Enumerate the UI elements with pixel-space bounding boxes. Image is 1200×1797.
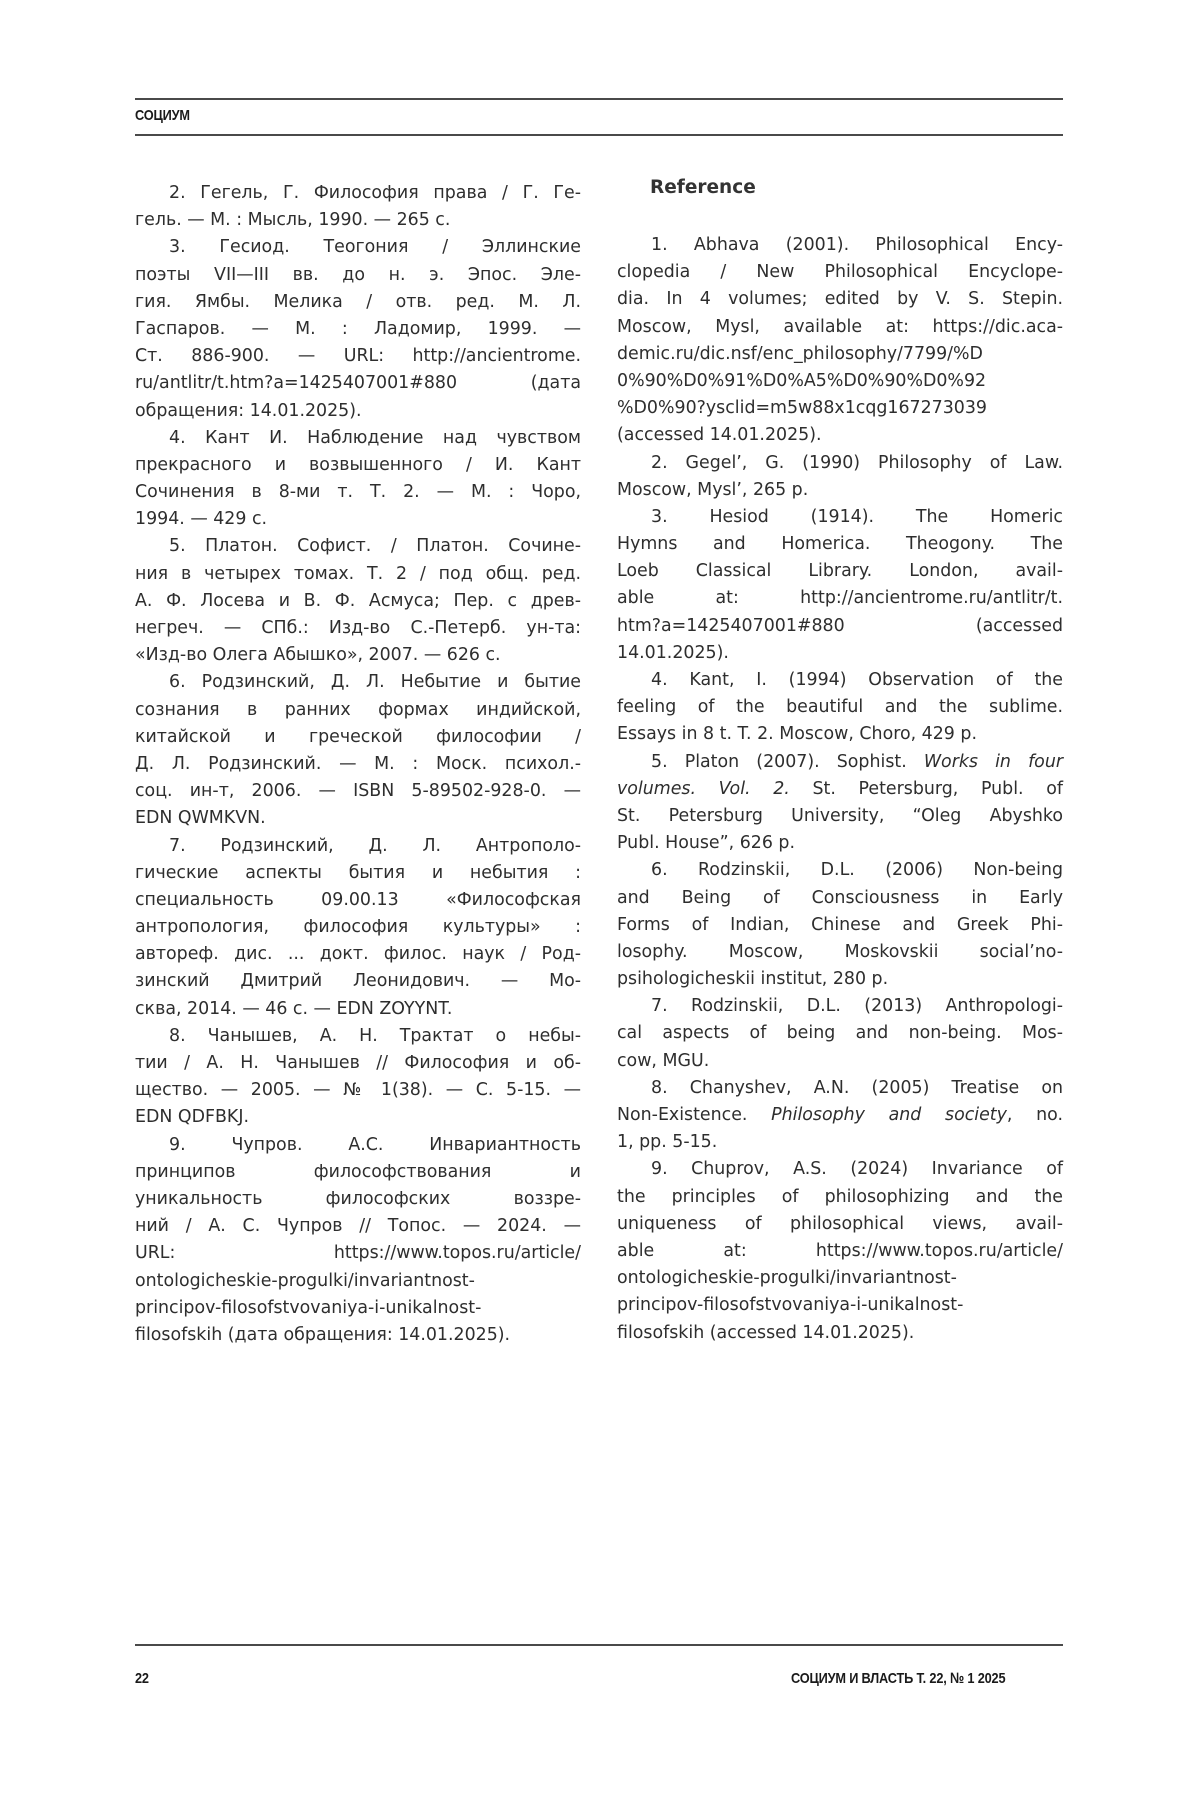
reference-line: 1, pp. 5-15.: [617, 1129, 1063, 1156]
reference-entry: [617, 504, 1063, 667]
reference-line: 3. Гесиод. Теогония / Эллинские: [135, 234, 581, 261]
text-segment: Non-Existence.: [617, 1105, 771, 1125]
reference-line: специальность 09.00.13 «Философская: [135, 887, 581, 914]
reference-line: feeling of the beautiful and the sublime.: [617, 694, 1063, 721]
reference-line: Loeb Classical Library. London, avail-: [617, 558, 1063, 585]
reference-line: Publ. House”, 626 p.: [617, 830, 1063, 857]
reference-line: тии / А. Н. Чанышев // Философия и об-: [135, 1050, 581, 1077]
reference-line: 8. Чанышев, А. Н. Трактат о небы-: [135, 1023, 581, 1050]
reference-line: 9. Чупров. А.С. Инвариантность: [135, 1132, 581, 1159]
reference-entry: [135, 833, 581, 1023]
reference-line: ontologicheskie-progulki/invariantnost-: [617, 1265, 1063, 1292]
reference-line: поэты VII—III вв. до н. э. Эпос. Эле-: [135, 262, 581, 289]
reference-line: Moscow, Mysl, available at: https://dic.aca-: [617, 314, 1063, 341]
reference-line: 4. Kant, I. (1994) Observation of the: [617, 667, 1063, 694]
reference-entry: [135, 180, 581, 234]
reference-entry: [617, 1156, 1063, 1346]
italic-segment: Philosophy and society: [771, 1105, 1007, 1125]
references-russian: [135, 180, 581, 1349]
reference-line: losophy. Moscow, Moskovskii social’no-: [617, 939, 1063, 966]
reference-line: А. Ф. Лосева и В. Ф. Асмуса; Пер. с древ-: [135, 588, 581, 615]
reference-line: dia. In 4 volumes; edited by V. S. Stepin.: [617, 286, 1063, 313]
reference-line: 1. Abhava (2001). Philosophical Ency-: [617, 232, 1063, 259]
reference-line: uniqueness of philosophical views, avail-: [617, 1211, 1063, 1238]
reference-line: 1994. — 429 с.: [135, 506, 581, 533]
reference-line: and Being of Consciousness in Early: [617, 885, 1063, 912]
reference-line: 7. Родзинский, Д. Л. Антрополо-: [135, 833, 581, 860]
reference-line: [617, 776, 1063, 803]
running-header: СОЦИУМ: [135, 107, 190, 124]
reference-entry: [617, 667, 1063, 749]
reference-line: ния в четырех томах. Т. 2 / под общ. ред.: [135, 561, 581, 588]
reference-line: 4. Кант И. Наблюдение над чувством: [135, 425, 581, 452]
reference-line: уникальность философских воззре-: [135, 1186, 581, 1213]
reference-line: 9. Chuprov, A.S. (2024) Invariance of: [617, 1156, 1063, 1183]
reference-line: 8. Chanyshev, A.N. (2005) Treatise on: [617, 1075, 1063, 1102]
reference-line: principov-filosofstvovaniya-i-unikalnost-: [135, 1295, 581, 1322]
reference-line: (accessed 14.01.2025).: [617, 422, 1063, 449]
reference-entry: [135, 1132, 581, 1350]
reference-entry: [135, 669, 581, 832]
reference-line: сква, 2014. — 46 с. — EDN ZOYYNT.: [135, 996, 581, 1023]
footer-rule: [135, 1644, 1063, 1646]
reference-line: 7. Rodzinskii, D.L. (2013) Anthropologi-: [617, 993, 1063, 1020]
reference-heading: Reference: [650, 177, 756, 198]
reference-line: htm?a=1425407001#880 (accessed: [617, 613, 1063, 640]
reference-line: гические аспекты бытия и небытия :: [135, 860, 581, 887]
reference-entry: [617, 450, 1063, 504]
reference-line: негреч. — СПб.: Изд-во С.-Петерб. ун-та:: [135, 615, 581, 642]
reference-line: ontologicheskie-progulki/invariantnost-: [135, 1268, 581, 1295]
reference-line: сознания в ранних формах индийской,: [135, 697, 581, 724]
header-rule-top: [135, 98, 1063, 100]
reference-line: Д. Л. Родзинский. — М. : Моск. психол.-: [135, 751, 581, 778]
reference-line: прекрасного и возвышенного / И. Кант: [135, 452, 581, 479]
italic-segment: Works in four: [924, 752, 1063, 772]
reference-line: 2. Гегель, Г. Философия права / Г. Ге-: [135, 180, 581, 207]
reference-line: обращения: 14.01.2025).: [135, 398, 581, 425]
reference-line: Essays in 8 t. T. 2. Moscow, Choro, 429 p.: [617, 721, 1063, 748]
reference-line: filosofskih (дата обращения: 14.01.2025).: [135, 1322, 581, 1349]
reference-entry: [135, 1023, 581, 1132]
reference-line: [617, 749, 1063, 776]
reference-line: URL: https://www.topos.ru/article/: [135, 1240, 581, 1267]
text-segment: St. Petersburg, Publ. of: [790, 779, 1063, 799]
reference-line: 6. Rodzinskii, D.L. (2006) Non-being: [617, 857, 1063, 884]
reference-line: St. Petersburg University, “Oleg Abyshko: [617, 803, 1063, 830]
reference-entry: [617, 232, 1063, 450]
reference-line: demic.ru/dic.nsf/enc_philosophy/7799/%D: [617, 341, 1063, 368]
text-segment: 5. Platon (2007). Sophist.: [651, 752, 924, 772]
reference-line: гия. Ямбы. Мелика / отв. ред. М. Л.: [135, 289, 581, 316]
reference-line: зинский Дмитрий Леонидович. — Мо-: [135, 968, 581, 995]
italic-segment: volumes. Vol. 2.: [617, 779, 790, 799]
reference-line: ru/antlitr/t.htm?a=1425407001#880 (дата: [135, 370, 581, 397]
reference-entry: [617, 857, 1063, 993]
reference-entry: [617, 993, 1063, 1075]
reference-line: Сочинения в 8-ми т. Т. 2. — М. : Чоро,: [135, 479, 581, 506]
reference-line: the principles of philosophizing and the: [617, 1184, 1063, 1211]
reference-line: 0%90%D0%91%D0%A5%D0%90%D0%92: [617, 368, 1063, 395]
reference-line: щество. — 2005. — № 1(38). — С. 5-15. —: [135, 1077, 581, 1104]
reference-line: Moscow, Mysl’, 265 p.: [617, 477, 1063, 504]
reference-line: cal aspects of being and non-being. Mos-: [617, 1020, 1063, 1047]
reference-line: принципов философствования и: [135, 1159, 581, 1186]
reference-line: able at: https://www.topos.ru/article/: [617, 1238, 1063, 1265]
reference-line: EDN QWMKVN.: [135, 805, 581, 832]
header-rule-bottom: [135, 134, 1063, 136]
reference-line: [617, 1102, 1063, 1129]
reference-line: 5. Платон. Софист. / Платон. Сочине-: [135, 533, 581, 560]
reference-line: ний / А. С. Чупров // Топос. — 2024. —: [135, 1213, 581, 1240]
reference-line: clopedia / New Philosophical Encyclope-: [617, 259, 1063, 286]
reference-line: %D0%90?ysclid=m5w88x1cqg167273039: [617, 395, 1063, 422]
reference-entry: [135, 234, 581, 424]
text-segment: , no.: [1007, 1105, 1063, 1125]
reference-line: 14.01.2025).: [617, 640, 1063, 667]
reference-entry: [617, 1075, 1063, 1157]
reference-line: «Изд-во Олега Абышко», 2007. — 626 с.: [135, 642, 581, 669]
reference-line: Forms of Indian, Chinese and Greek Phi-: [617, 912, 1063, 939]
reference-line: able at: http://ancientrome.ru/antlitr/t.: [617, 585, 1063, 612]
references-english: [617, 232, 1063, 1347]
journal-issue: СОЦИУМ И ВЛАСТЬ Т. 22, № 1 2025: [791, 1670, 1005, 1687]
reference-entry: [135, 425, 581, 534]
reference-line: Hymns and Homerica. Theogony. The: [617, 531, 1063, 558]
reference-line: 6. Родзинский, Д. Л. Небытие и бытие: [135, 669, 581, 696]
reference-entry: [617, 749, 1063, 858]
reference-line: 3. Hesiod (1914). The Homeric: [617, 504, 1063, 531]
reference-line: Ст. 886-900. — URL: http://ancientrome.: [135, 343, 581, 370]
page-number: 22: [135, 1670, 149, 1687]
reference-line: китайской и греческой философии /: [135, 724, 581, 751]
reference-line: psihologicheskii institut, 280 p.: [617, 966, 1063, 993]
reference-line: антропология, философия культуры» :: [135, 914, 581, 941]
reference-line: cow, MGU.: [617, 1048, 1063, 1075]
reference-line: соц. ин-т, 2006. — ISBN 5-89502-928-0. —: [135, 778, 581, 805]
reference-line: Гаспаров. — М. : Ладомир, 1999. —: [135, 316, 581, 343]
reference-line: автореф. дис. ... докт. филос. наук / Род-: [135, 941, 581, 968]
reference-line: гель. — М. : Мысль, 1990. — 265 с.: [135, 207, 581, 234]
reference-line: principov-filosofstvovaniya-i-unikalnost-: [617, 1292, 1063, 1319]
reference-line: EDN QDFBKJ.: [135, 1104, 581, 1131]
reference-entry: [135, 533, 581, 669]
reference-line: 2. Gegel’, G. (1990) Philosophy of Law.: [617, 450, 1063, 477]
reference-line: filosofskih (accessed 14.01.2025).: [617, 1320, 1063, 1347]
